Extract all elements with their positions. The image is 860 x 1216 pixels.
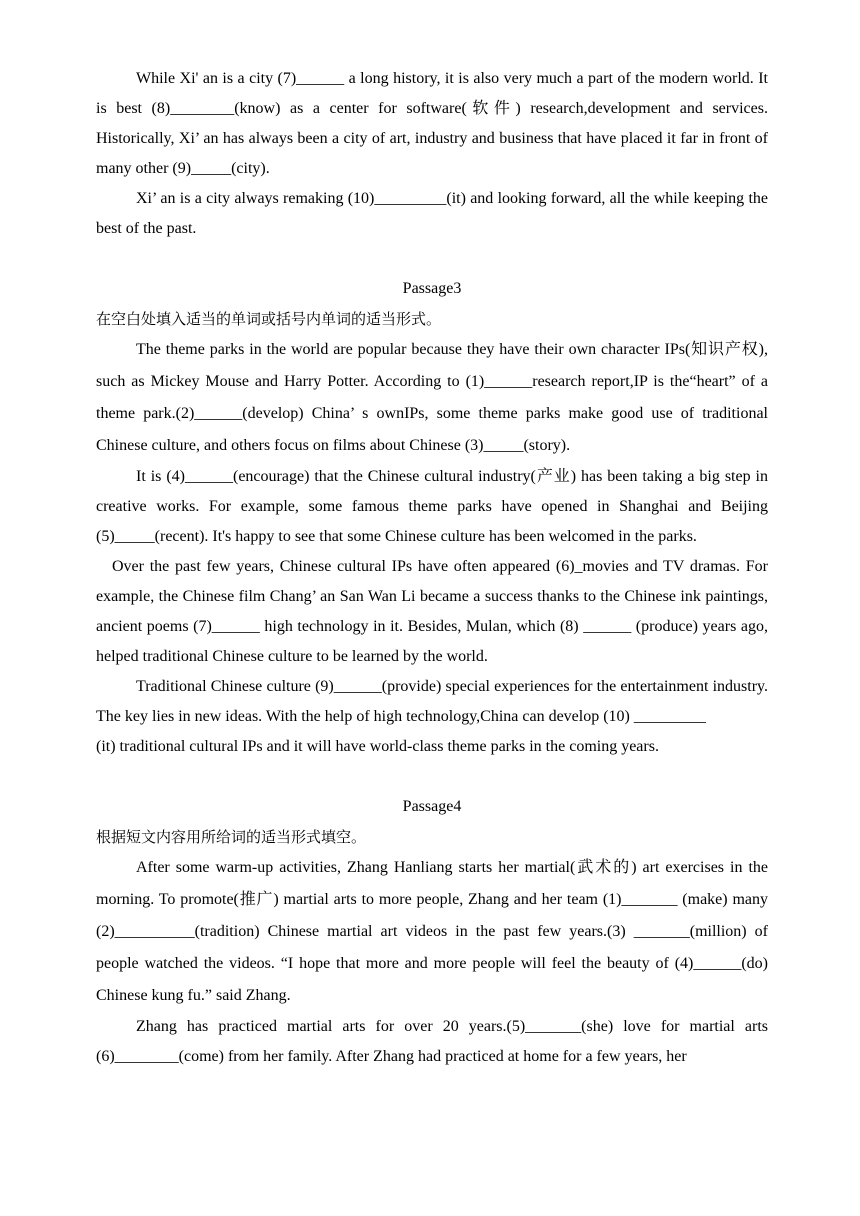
paragraph: Traditional Chinese culture (9)______(provide) special experiences for the entertainment industry. The key lies in new ideas. With the help of high technology,China can develop (10) _________ <box>96 678 768 725</box>
paragraph: After some warm-up activities, Zhang Hanliang starts her martial(武术的) art exercises in the morning. To promote(推广) martial arts to more people, Zhang and her team (1)_______ (make) many (2)__________(tradition) Chinese martial art videos in the past few years.(3) _______(million) of people watched the videos. “I hope that more and more people will feel the beauty of (4)______(do) Chinese kung fu.” said Zhang. <box>96 859 768 1004</box>
paragraph: Over the past few years, Chinese cultural IPs have often appeared (6)_movies and TV dramas. For example, the Chinese film Chang’ an San Wan Li became a success thanks to the Chinese ink paintings, ancient poems (7)______ high technology in it. Besides, Mulan, which (8) ______ (produce) years ago, helped traditional Chinese culture to be learned by the world. <box>96 558 768 665</box>
document-page <box>96 64 768 1072</box>
passage-title: Passage3 <box>402 280 462 297</box>
paragraph: Xi’ an is a city always remaking (10)_________(it) and looking forward, all the while keeping the best of the past. <box>96 190 768 237</box>
paragraph: While Xi' an is a city (7)______ a long history, it is also very much a part of the modern world. It is best (8)________(know) as a center for software(软件) research,development and services. Historically, Xi’ an has always been a city of art, industry and business that have placed it far in front of many other (9)_____(city). <box>96 70 768 177</box>
paragraph: Zhang has practiced martial arts for over 20 years.(5)_______(she) love for martial arts (6)________(come) from her family. After Zhang had practiced at home for a few years, her <box>96 1018 768 1065</box>
passage-title: Passage4 <box>402 798 462 815</box>
paragraph: (it) traditional cultural IPs and it will have world-class theme parks in the coming years. <box>96 738 659 755</box>
paragraph: It is (4)______(encourage) that the Chinese cultural industry(产业) has been taking a big step in creative works. For example, some famous theme parks have opened in Shanghai and Beijing (5)_____(recent). It's happy to see that some Chinese culture has been welcomed in the parks. <box>96 468 768 545</box>
paragraph: The theme parks in the world are popular because they have their own character IPs(知识产权), such as Mickey Mouse and Harry Potter. According to (1)______research report,IP is the“heart” of a theme park.(2)______(develop) China’ s ownIPs, some theme parks make good use of traditional Chinese culture, and others focus on films about Chinese (3)_____(story). <box>96 341 768 454</box>
instruction: 在空白处填入适当的单词或括号内单词的适当形式。 <box>96 310 442 328</box>
instruction: 根据短文内容用所给词的适当形式填空。 <box>96 828 367 846</box>
